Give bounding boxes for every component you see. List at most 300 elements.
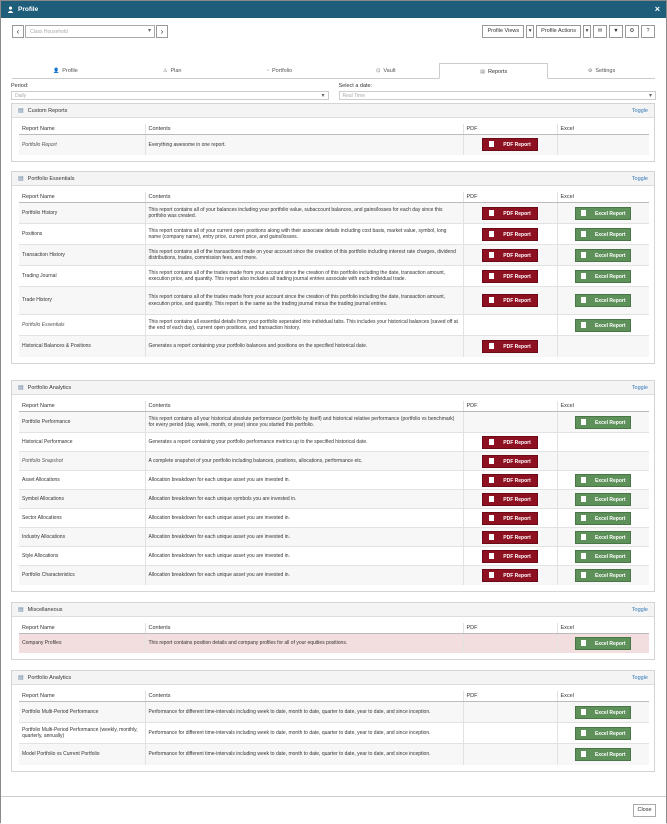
report-contents: Performance for different time-intervals including week to date, month to date, quarter to date, year to date, and since inception.	[145, 702, 463, 723]
excel-button-label: Excel Report	[594, 640, 626, 647]
column-header: Excel	[557, 401, 649, 412]
excel-report-button[interactable]	[575, 493, 631, 506]
pdf-cell	[463, 336, 557, 357]
pdf-button-label: PDF Report	[503, 515, 531, 522]
panel-header	[12, 671, 654, 685]
caret-down-icon: ▾	[528, 27, 532, 34]
column-header: Contents	[145, 124, 463, 135]
tab-plan[interactable]	[119, 63, 226, 78]
pdf-button-label: PDF Report	[503, 298, 531, 304]
excel-report-button[interactable]	[575, 249, 631, 262]
file-icon	[581, 477, 586, 483]
panel-header	[12, 381, 654, 395]
reports-table	[19, 124, 649, 155]
report-name: Style Allocations	[19, 547, 145, 566]
report-name: Trade History	[19, 287, 145, 315]
tab-portfolio[interactable]	[226, 63, 333, 78]
pdf-button-label: PDF Report	[503, 496, 531, 503]
period-select-value: Daily	[15, 93, 27, 99]
excel-report-button[interactable]	[575, 416, 631, 429]
report-panel	[11, 171, 655, 364]
table-row	[19, 203, 649, 224]
report-contents: Everything awesome in one report.	[145, 135, 463, 155]
table-header-row	[19, 623, 649, 634]
document-icon: ▤	[480, 69, 485, 75]
pdf-button-label: PDF Report	[503, 231, 531, 238]
report-name: Symbol Allocations	[19, 490, 145, 509]
reports-table	[19, 623, 649, 653]
toggle-link[interactable]: Toggle	[631, 674, 648, 681]
file-icon	[489, 477, 494, 483]
excel-button-label: Excel Report	[594, 419, 626, 426]
excel-cell	[557, 634, 649, 653]
table-row	[19, 433, 649, 452]
pdf-report-button[interactable]	[482, 138, 538, 151]
table-row	[19, 744, 649, 765]
previous-button[interactable]	[12, 25, 24, 38]
report-name: Company Profiles	[19, 634, 145, 653]
pdf-report-button[interactable]	[482, 474, 538, 487]
excel-cell	[557, 336, 649, 357]
excel-cell	[557, 203, 649, 224]
excel-report-button[interactable]	[575, 512, 631, 525]
table-header-row	[19, 192, 649, 203]
pdf-cell	[463, 412, 557, 433]
column-header: Report Name	[19, 192, 145, 203]
column-header: Report Name	[19, 401, 145, 412]
excel-button-label: Excel Report	[594, 298, 626, 304]
table-header-row	[19, 124, 649, 135]
table-row	[19, 566, 649, 585]
excel-button-label: Excel Report	[594, 231, 626, 238]
pdf-button-label: PDF Report	[503, 458, 531, 465]
file-icon	[581, 322, 586, 328]
date-select[interactable]	[339, 91, 657, 100]
table-row	[19, 266, 649, 287]
file-icon	[581, 231, 586, 237]
report-contents: This report contains all of the transactions made on your account since the creation of this portfolio including interest rate charges, dividend distributions, trades, commission fees, and more.	[145, 245, 463, 266]
pdf-report-button[interactable]	[482, 512, 538, 525]
excel-button-label: Excel Report	[594, 751, 626, 758]
toggle-link[interactable]: Toggle	[631, 175, 648, 182]
report-panel	[11, 380, 655, 592]
table-row	[19, 490, 649, 509]
column-header: PDF	[463, 192, 557, 203]
tab-profile[interactable]	[12, 63, 119, 78]
pdf-report-button[interactable]	[482, 294, 538, 307]
report-icon: ▤	[18, 675, 24, 681]
report-contents: Allocation breakdown for each unique asset you are invested in.	[145, 566, 463, 585]
excel-cell	[557, 315, 649, 336]
panel-title: Portfolio Analytics	[27, 384, 72, 391]
panel-body	[12, 395, 654, 591]
pdf-report-button[interactable]	[482, 455, 538, 468]
pdf-cell	[463, 471, 557, 490]
window-title: Profile	[18, 6, 39, 13]
report-name: Portfolio Multi-Period Performance (weekly, monthly, quarterly, annually)	[19, 723, 145, 744]
file-icon	[489, 252, 494, 258]
table-row	[19, 471, 649, 490]
column-header: PDF	[463, 401, 557, 412]
report-filters	[11, 83, 656, 100]
report-contents: This report contains all of your balances including your portfolio value, subaccount balances, and gains/losses for each day since this portfolio was created.	[145, 203, 463, 224]
excel-report-button[interactable]	[575, 637, 631, 650]
report-name: Portfolio Characteristics	[19, 566, 145, 585]
user-icon: 👤	[53, 68, 60, 74]
period-label: Period:	[11, 83, 29, 89]
excel-report-button[interactable]	[575, 748, 631, 761]
excel-report-button[interactable]	[575, 569, 631, 582]
excel-cell	[557, 224, 649, 245]
close-icon[interactable]: ×	[654, 4, 660, 14]
table-header-row	[19, 401, 649, 412]
excel-report-button[interactable]	[575, 531, 631, 544]
table-header-row	[19, 691, 649, 702]
report-contents: This report contains all of the trades made from your account since the creation of this portfolio including the date, transaction amount, execution price, and quantity. This report also includes all trading journal entries associate with each individual trade.	[145, 266, 463, 287]
chevron-down-icon: ▾	[147, 27, 151, 34]
tab-reports[interactable]	[439, 63, 548, 79]
excel-button-label: Excel Report	[594, 496, 626, 503]
excel-button-label: Excel Report	[594, 252, 626, 259]
excel-button-label: Excel Report	[594, 709, 626, 716]
excel-button-label: Excel Report	[594, 210, 626, 217]
panel-title: Portfolio Analytics	[27, 674, 72, 681]
report-name: Portfolio Essentials	[19, 315, 145, 336]
profile-actions-dropdown[interactable]	[583, 25, 591, 38]
report-name: Portfolio History	[19, 203, 145, 224]
column-header: Contents	[145, 691, 463, 702]
toggle-link[interactable]: Toggle	[631, 384, 648, 391]
table-row	[19, 135, 649, 155]
tab-settings[interactable]	[548, 63, 655, 78]
filter-button[interactable]	[609, 25, 623, 38]
column-header: Report Name	[19, 623, 145, 634]
report-contents: Generates a report containing your portfolio balances and positions on the specified historical date.	[145, 336, 463, 357]
pdf-report-button[interactable]	[482, 270, 538, 283]
report-name: Portfolio Multi-Period Performance	[19, 702, 145, 723]
pdf-cell	[463, 245, 557, 266]
file-icon	[489, 297, 494, 303]
pdf-cell	[463, 224, 557, 245]
panel-title: Miscellaneous	[27, 606, 63, 613]
pdf-button-label: PDF Report	[503, 343, 531, 350]
help-button[interactable]	[641, 25, 655, 38]
table-row	[19, 336, 649, 357]
report-contents: Allocation breakdown for each unique asset you are invested in.	[145, 471, 463, 490]
email-button[interactable]	[593, 25, 607, 38]
report-panel	[11, 103, 655, 162]
excel-button-label: Excel Report	[594, 322, 626, 329]
tab-label: Portfolio	[271, 68, 293, 74]
file-icon	[581, 297, 586, 303]
table-row	[19, 452, 649, 471]
chevron-down-icon: ▾	[321, 93, 325, 99]
tab-bar	[12, 63, 655, 79]
file-icon	[581, 273, 586, 279]
pdf-button-label: PDF Report	[503, 553, 531, 560]
excel-cell	[557, 135, 649, 155]
table-row	[19, 634, 649, 653]
file-icon	[581, 730, 586, 736]
pdf-report-button[interactable]	[482, 228, 538, 241]
report-panel	[11, 670, 655, 772]
panel-header	[12, 603, 654, 617]
report-contents: Allocation breakdown for each unique asset you are invested in.	[145, 528, 463, 547]
panel-title: Custom Reports	[27, 107, 68, 114]
chevron-down-icon: ▾	[648, 93, 652, 99]
household-select-text: Class Household	[30, 28, 68, 35]
pdf-cell	[463, 433, 557, 452]
report-contents: Performance for different time-intervals including week to date, month to date, quarter to date, year to date, and since inception.	[145, 744, 463, 765]
settings-button[interactable]	[625, 25, 639, 38]
reports-table	[19, 691, 649, 765]
pdf-button-label: PDF Report	[503, 572, 531, 579]
warning-icon: ⚠	[162, 68, 168, 74]
chevron-right-icon: ›	[160, 26, 164, 36]
excel-cell	[557, 566, 649, 585]
excel-report-button[interactable]	[575, 270, 631, 283]
table-row	[19, 528, 649, 547]
excel-cell	[557, 245, 649, 266]
pdf-button-label: PDF Report	[503, 210, 531, 217]
column-header: Contents	[145, 401, 463, 412]
pdf-cell	[463, 452, 557, 471]
table-row	[19, 547, 649, 566]
excel-cell	[557, 547, 649, 566]
file-icon	[489, 231, 494, 237]
excel-report-button[interactable]	[575, 294, 631, 307]
table-row	[19, 723, 649, 744]
envelope-icon: ✉	[597, 27, 603, 34]
tab-label: Reports	[487, 69, 508, 75]
excel-cell	[557, 412, 649, 433]
household-select[interactable]	[25, 25, 155, 38]
pdf-cell	[463, 490, 557, 509]
excel-report-button[interactable]	[575, 550, 631, 563]
column-header: PDF	[463, 691, 557, 702]
report-name: Portfolio Performance	[19, 412, 145, 433]
pdf-report-button[interactable]	[482, 340, 538, 353]
excel-report-button[interactable]	[575, 228, 631, 241]
panel-body	[12, 617, 654, 659]
toggle-link[interactable]: Toggle	[631, 606, 648, 613]
title-bar	[1, 1, 666, 18]
caret-down-icon: ▾	[585, 27, 589, 34]
date-filter	[339, 83, 657, 100]
file-icon	[581, 419, 586, 425]
gear-icon: ⚙	[629, 27, 635, 34]
pdf-button-label: PDF Report	[503, 252, 531, 259]
date-select-value: Real Time	[342, 93, 366, 99]
pdf-cell	[463, 528, 557, 547]
column-header: Report Name	[19, 124, 145, 135]
toolbar	[1, 18, 666, 44]
report-name: Historical Balances & Positions	[19, 336, 145, 357]
report-name: Historical Performance	[19, 433, 145, 452]
excel-report-button[interactable]	[575, 474, 631, 487]
file-icon	[581, 709, 586, 715]
excel-report-button[interactable]	[575, 727, 631, 740]
excel-button-label: Excel Report	[594, 534, 626, 541]
excel-button-label: Excel Report	[594, 553, 626, 560]
pdf-cell	[463, 203, 557, 224]
file-icon	[489, 534, 494, 540]
column-header: PDF	[463, 124, 557, 135]
pdf-button-label: PDF Report	[503, 273, 531, 280]
pdf-cell	[463, 315, 557, 336]
excel-button-label: Excel Report	[594, 273, 626, 280]
panel-title: Portfolio Essentials	[27, 175, 75, 182]
excel-report-button[interactable]	[575, 706, 631, 719]
report-name: Trading Journal	[19, 266, 145, 287]
pdf-report-button[interactable]	[482, 569, 538, 582]
excel-button-label: Excel Report	[594, 730, 626, 737]
excel-cell	[557, 490, 649, 509]
column-header: PDF	[463, 623, 557, 634]
column-header: Excel	[557, 124, 649, 135]
report-name: Transaction History	[19, 245, 145, 266]
file-icon	[489, 572, 494, 578]
pdf-report-button[interactable]	[482, 531, 538, 544]
report-name: Portfolio Snapshot	[19, 452, 145, 471]
toggle-link[interactable]: Toggle	[631, 107, 648, 114]
tab-vault[interactable]	[332, 63, 439, 78]
pdf-cell	[463, 266, 557, 287]
pdf-cell	[463, 509, 557, 528]
file-icon	[489, 496, 494, 502]
report-contents: Performance for different time-intervals including week to date, month to date, quarter to date, year to date, and since inception.	[145, 723, 463, 744]
report-contents: This report contains all of the trades made from your account since the creation of this portfolio including the date, transaction amount, execution price, and quantity. This report is the same as the trading journal minus the trading journal entries.	[145, 287, 463, 315]
pdf-cell	[463, 634, 557, 653]
file-icon	[581, 553, 586, 559]
file-icon	[581, 640, 586, 646]
panel-body	[12, 186, 654, 363]
report-contents: This report contains all your historical absolute performance (portfolio by itself) and historical relative performance (portfolio vs benchmark) for every period (day, week, month, or year) since you started this portfolio.	[145, 412, 463, 433]
chevron-left-icon: ‹	[16, 26, 20, 36]
period-filter	[11, 83, 329, 100]
table-row	[19, 702, 649, 723]
file-icon	[489, 553, 494, 559]
excel-report-button[interactable]	[575, 207, 631, 220]
report-name: Portfolio Report	[19, 135, 145, 155]
report-contents: Generates a report containing your portfolio performance metrics up to the specified historical date.	[145, 433, 463, 452]
table-row	[19, 245, 649, 266]
excel-cell	[557, 433, 649, 452]
report-contents: This report contains all essential details from your portfolio seperated into individual tabs. This includes your historical balances (saved off at the end of each day), current open positions, and transaction history.	[145, 315, 463, 336]
file-icon	[581, 252, 586, 258]
pdf-cell	[463, 135, 557, 155]
report-icon: ▤	[18, 607, 24, 613]
footer	[1, 796, 666, 824]
excel-button-label: Excel Report	[594, 515, 626, 522]
file-icon	[489, 439, 494, 445]
report-name: Positions	[19, 224, 145, 245]
table-row	[19, 315, 649, 336]
excel-cell	[557, 471, 649, 490]
question-icon: ?	[646, 27, 650, 34]
file-icon	[581, 534, 586, 540]
excel-cell	[557, 723, 649, 744]
panel-body	[12, 118, 654, 161]
reports-table	[19, 192, 649, 357]
profile-views-dropdown[interactable]	[526, 25, 534, 38]
column-header: Excel	[557, 691, 649, 702]
excel-cell	[557, 266, 649, 287]
file-icon	[581, 496, 586, 502]
panel-header	[12, 104, 654, 118]
pie-chart-icon: ◔	[265, 68, 269, 74]
report-contents: Allocation breakdown for each unique asset you are invested in.	[145, 509, 463, 528]
column-header: Report Name	[19, 691, 145, 702]
table-row	[19, 287, 649, 315]
next-button[interactable]	[156, 25, 168, 38]
table-row	[19, 509, 649, 528]
profile-actions-button[interactable]: Profile Actions	[536, 25, 581, 38]
file-icon	[489, 141, 494, 147]
report-name: Industry Allocations	[19, 528, 145, 547]
pdf-cell	[463, 566, 557, 585]
report-contents: This report contains position details and company profiles for all of your equities positions.	[145, 634, 463, 653]
gear-icon: ⚙	[587, 68, 593, 74]
table-row	[19, 412, 649, 433]
column-header: Contents	[145, 623, 463, 634]
reports-table	[19, 401, 649, 585]
report-name: Sector Allocations	[19, 509, 145, 528]
file-icon	[581, 515, 586, 521]
excel-cell	[557, 452, 649, 471]
file-icon	[489, 515, 494, 521]
report-name: Asset Allocations	[19, 471, 145, 490]
pdf-report-button[interactable]	[482, 436, 538, 449]
excel-button-label: Excel Report	[594, 477, 626, 484]
pdf-report-button[interactable]	[482, 550, 538, 563]
excel-cell	[557, 702, 649, 723]
report-name: Model Portfolio vs Current Portfolio	[19, 744, 145, 765]
pdf-report-button[interactable]	[482, 207, 538, 220]
excel-button-label: Excel Report	[594, 572, 626, 579]
lock-icon: ⊡	[376, 68, 381, 74]
pdf-button-label: PDF Report	[503, 477, 531, 484]
file-icon	[489, 210, 494, 216]
report-icon: ▤	[18, 385, 24, 391]
report-icon: ▤	[18, 108, 24, 114]
report-contents: This report contains all of your current open positions along with their associate details including cost basis, market value, symbol, long name (company name), entry price, current price, and gains/losses.	[145, 224, 463, 245]
tab-label: Profile	[62, 68, 78, 74]
file-icon	[581, 751, 586, 757]
period-select[interactable]	[11, 91, 329, 100]
file-icon	[581, 572, 586, 578]
column-header: Excel	[557, 192, 649, 203]
close-button[interactable]: Close	[633, 804, 656, 817]
file-icon	[581, 210, 586, 216]
pdf-cell	[463, 287, 557, 315]
pdf-button-label: PDF Report	[503, 439, 531, 446]
filter-icon: ▼	[613, 27, 619, 34]
excel-report-button[interactable]	[575, 319, 631, 332]
pdf-report-button[interactable]	[482, 249, 538, 262]
file-icon	[489, 273, 494, 279]
tab-label: Vault	[383, 68, 396, 74]
report-contents: A complete snapshot of your portfolio including balances, positions, allocations, performance etc.	[145, 452, 463, 471]
user-icon	[7, 6, 14, 13]
tab-label: Settings	[595, 68, 616, 74]
excel-cell	[557, 287, 649, 315]
excel-cell	[557, 509, 649, 528]
profile-views-button[interactable]: Profile Views	[482, 25, 524, 38]
column-header: Contents	[145, 192, 463, 203]
pdf-report-button[interactable]	[482, 493, 538, 506]
excel-cell	[557, 744, 649, 765]
